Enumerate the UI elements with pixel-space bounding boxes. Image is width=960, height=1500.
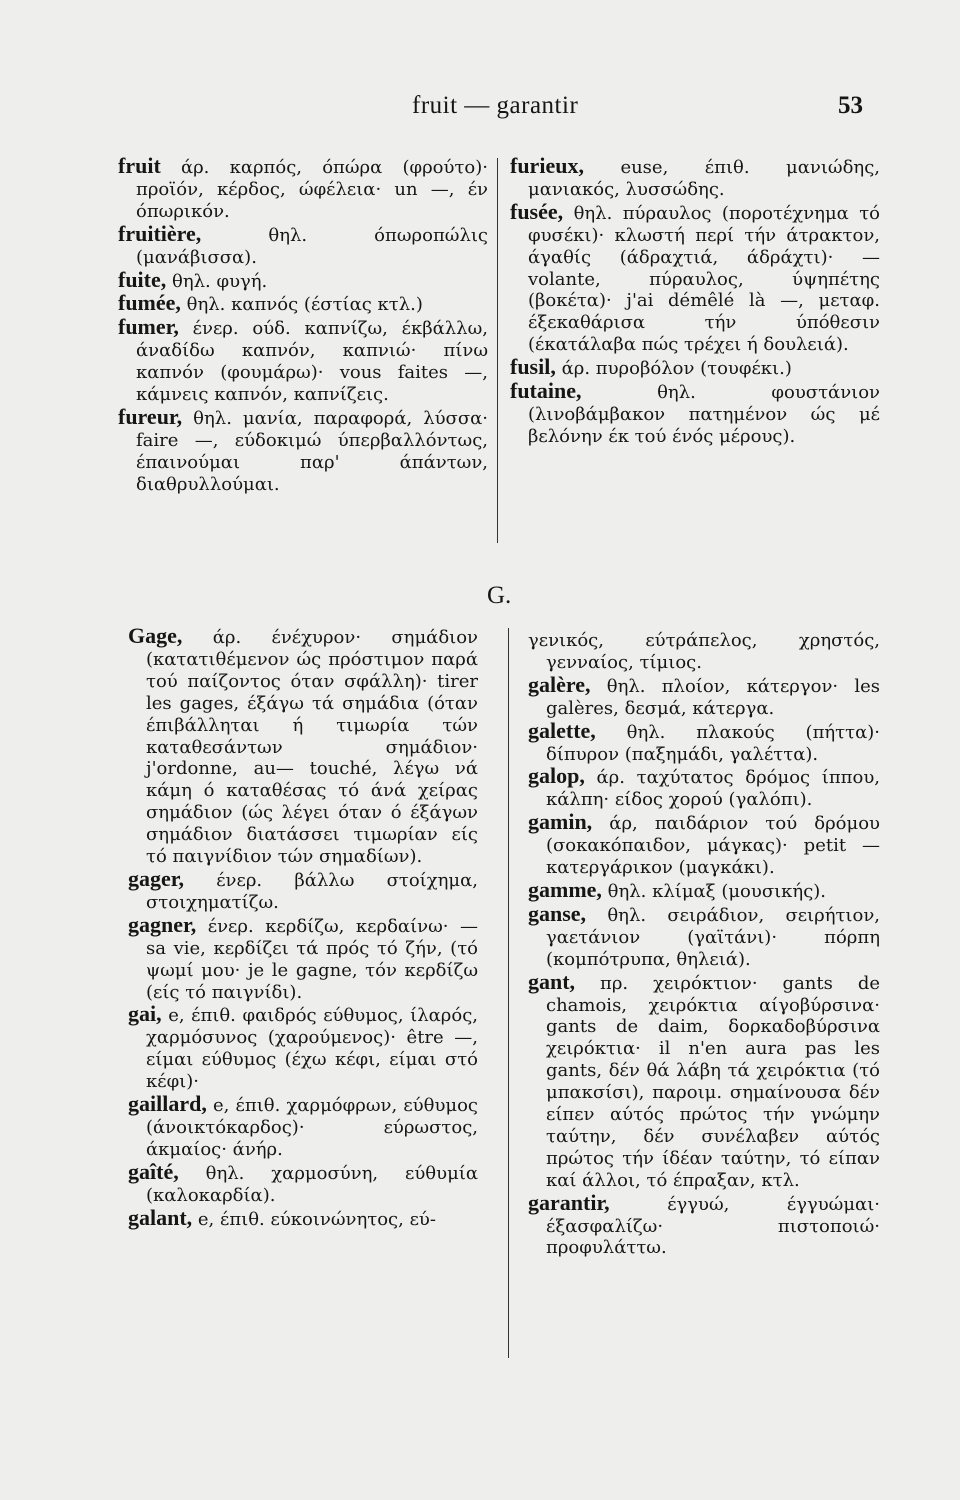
page-header [0, 92, 960, 132]
entry-definition: euse, έπιθ. μανιώδης, μανιακός, λυσσώδης. [528, 157, 880, 200]
entry-definition: e, έπιθ. χαρμόφρων, εύθυμος (άνοικτόκαρδος)· εύρωστος, άκμαίος· άνήρ. [146, 1095, 478, 1160]
dictionary-entry [528, 900, 880, 971]
column-top-left [118, 155, 488, 575]
entry-definition: θηλ. φουστάνιον (λινοβάμβακον πατημένον ώς μέ βελόνην έκ τού ένός μέρους). [528, 382, 880, 447]
entry-definition: θηλ. πλακούς (πήττα)· δίπυρον (παξημάδι, γαλέττα). [546, 721, 880, 765]
dictionary-entry [510, 155, 880, 201]
entry-definition: άρ. ταχύτατος δρόμος ίππου, κάλπη· είδος χορού (γαλόπι). [546, 767, 880, 811]
entry-headword: gager, [128, 865, 185, 891]
entry-headword: gaillard, [128, 1091, 207, 1117]
entry-headword: galère, [528, 671, 591, 697]
entry-definition: θηλ. όπωροπώλις (μανάβισσα). [136, 224, 488, 268]
dictionary-entry [528, 968, 880, 1192]
entry-headword: gamin, [528, 809, 593, 835]
dictionary-entry [118, 266, 488, 293]
dictionary-entry [528, 765, 880, 811]
dictionary-entry [118, 155, 488, 223]
entry-headword: gaîté, [128, 1158, 179, 1184]
column-bottom-right [528, 630, 880, 1390]
entry-headword: fumée, [118, 290, 181, 316]
entry-definition: άρ. καρπός, όπώρα (φρούτο)· προϊόν, κέρδος, ώφέλεια· un —, έν όπωρικόν. [136, 157, 488, 222]
entry-definition: ένερ. κερδίζω, κερδαίνω· — sa vie, κερδίζει τά πρός τό ζήν, (τό ψωμί μου· je le gagne, τόν κερδίζω (είς τό παιγνίδι). [146, 915, 478, 1003]
entry-headword: fruitière, [118, 220, 202, 246]
dictionary-entry [128, 625, 478, 868]
entry-definition: e, έπιθ. φαιδρός εύθυμος, ίλαρός, χαρμόσυνος (χαρούμενος)· être —, είμαι εύθυμος (έχω κέφι, είμαι στό κέφι)· [146, 1005, 478, 1093]
entry-definition: άρ. πυροβόλον (τουφέκι.) [555, 358, 792, 380]
entry-headword: gamme, [528, 876, 602, 902]
entry-definition: θηλ. μανία, παραφορά, λύσσα· faire —, εύδοκιμώ ύπερβαλλόντως, έπαινούμαι παρ' άπάντων, διαθρυλλούμαι. [136, 407, 488, 495]
entry-headword: fusée, [510, 198, 564, 224]
entry-headword: gant, [528, 968, 576, 994]
entry-headword: galop, [528, 763, 585, 789]
entry-definition: ένερ. βάλλω στοίχημα, στοιχηματίζω. [146, 869, 478, 913]
dictionary-entry [528, 630, 880, 674]
entry-headword: fuite, [118, 266, 167, 292]
entry-definition: θηλ. φυγή. [166, 270, 268, 292]
entry-headword: galette, [528, 717, 596, 743]
dictionary-entry [118, 403, 488, 496]
dictionary-entry [128, 1093, 478, 1161]
entry-definition: e, έπιθ. εύκοινώνητος, εύ- [192, 1208, 436, 1230]
column-divider-top [497, 158, 498, 543]
section-letter: G. [487, 582, 512, 609]
entry-definition: άρ, παιδάριον τού δρόμου (σοκακόπαιδον, μάγκας)· petit — κατεργάρικον (μαγκάκι). [546, 813, 880, 879]
entry-definition: ένερ. ούδ. καπνίζω, έκβάλλω, άναδίδω καπνόν, καπνιώ· πίνω καπνόν (φουμάρω)· vous faites —, κάμνεις καπνόν, καπνίζεις. [136, 318, 488, 406]
dictionary-entry [118, 220, 488, 269]
dictionary-entry [128, 1204, 478, 1231]
dictionary-entry [510, 380, 880, 448]
entry-definition: έγγυώ, έγγυώμαι· έξασφαλίζω· πιστοποιώ· προφυλάττω. [546, 1193, 880, 1259]
dictionary-entry [128, 865, 478, 914]
dictionary-entry [128, 1158, 478, 1207]
entry-definition: θηλ. κλίμαξ (μουσικής). [601, 880, 827, 902]
dictionary-entry [128, 1003, 478, 1093]
dictionary-entry [128, 911, 478, 1004]
entry-headword: fruit [118, 155, 161, 178]
dictionary-entry [118, 292, 488, 316]
entry-headword: ganse, [528, 900, 587, 926]
entry-headword: furieux, [510, 155, 584, 178]
column-divider-bottom [508, 628, 509, 1358]
dictionary-entry [528, 671, 880, 720]
column-bottom-left [128, 625, 478, 1385]
entry-headword: fumer, [118, 314, 179, 340]
entry-headword: Gage, [128, 625, 183, 648]
entry-definition: θηλ. καπνός (έστίας κτλ.) [180, 294, 423, 316]
page-number: 53 [838, 92, 863, 119]
entry-headword: garantir, [528, 1189, 610, 1215]
dictionary-entry [528, 1189, 880, 1260]
entry-definition: γενικός, εύτράπελος, χρηστός, γενναίος, τίμιος. [528, 630, 880, 673]
entry-headword: galant, [128, 1204, 193, 1230]
entry-definition: θηλ. σειράδιον, σειρήτιον, γαετάνιον (γαϊτάνι)· πόρπη (κομπότρυπα, θηλειά). [546, 904, 880, 970]
entry-definition: πρ. χειρόκτιον· gants de chamois, χειρόκτια αίγοβύρσινα· gants de daim, δορκαδοβύρσινα χειρόκτια· il n'en aura pas les gants, δέν θά λάβη τά χειρόκτια (τό μπακσίσι), παροιμ. σημαίνουσα δέν είπεν αύτός πρώτος τήν γνώμην ταύτην, δέν συνέλαβεν αύτός πρώτος τήν ίδέαν ταύτην, τό είπαν καί άλλοι, τό έπραξαν, κτλ. [546, 972, 880, 1191]
entry-headword: fusil, [510, 354, 556, 380]
entry-definition: θηλ. πλοίον, κάτεργον· les galères, δεσμά, κάτεργα. [546, 675, 880, 719]
dictionary-entry [510, 356, 880, 380]
dictionary-entry [528, 717, 880, 766]
entry-headword: futaine, [510, 378, 582, 404]
dictionary-entry [528, 876, 880, 903]
running-head: fruit — garantir [412, 92, 579, 119]
entry-headword: gagner, [128, 911, 197, 937]
entry-headword: fureur, [118, 403, 183, 429]
entry-definition: θηλ. πύραυλος (ποροτέχνημα τό φυσέκι)· κλωστή περί τήν άτρακτον, άγαθίς (άδραχτιά, άδράχτι)· — volante, πύραυλος, ύψηπέτης (βοκέτα)· j'ai démêlé là —, μεταφ. έξεκαθάρισα τήν ύπόθεσιν (έκατάλαβα πώς τρέχει ή δουλειά). [528, 202, 880, 356]
entry-definition: άρ. ένέχυρον· σημάδιον (κατατιθέμενον ώς πρόστιμον παρά τού παίζοντος όταν σφάλλη)· tirer les gages, έξάγω τά σημάδια (όταν έπιβάλληται ή τιμωρία τών καταθεσάντων σημάδιον· j'ordonne, au— touché, λέγω νά κάμη ό καταθέσας τό άνά χείρας σημάδιον (ώς λέγει όταν ό έξάγων σημάδιον διατάσσει τιμωρίαν είς τό παιγνίδιον τών σημαδίων). [146, 627, 478, 868]
dictionary-entry [528, 811, 880, 879]
dictionary-entry [510, 198, 880, 356]
column-top-right [510, 155, 880, 535]
entry-headword: gai, [128, 1001, 162, 1027]
entry-definition: θηλ. χαρμοσύνη, εύθυμία (καλοκαρδία). [146, 1162, 478, 1206]
dictionary-entry [118, 316, 488, 406]
